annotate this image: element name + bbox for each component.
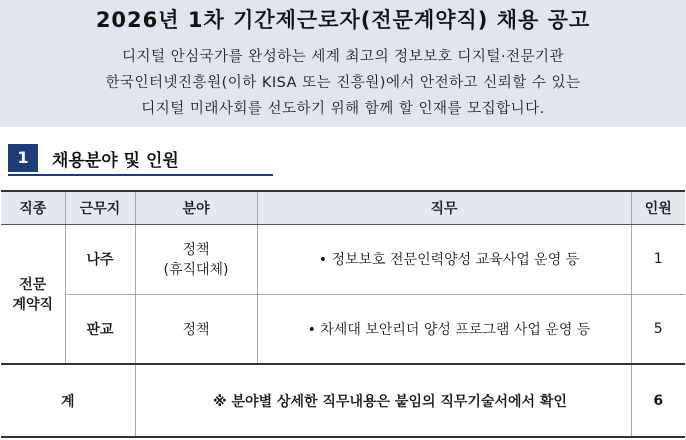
table-row — [1, 294, 685, 364]
location-cell: 나주 — [65, 224, 135, 294]
job-type-cell — [1, 224, 65, 364]
header-field: 분야 — [135, 191, 257, 224]
count-cell: 5 — [631, 294, 685, 364]
section-underline — [8, 174, 273, 176]
announcement-header — [0, 0, 686, 127]
total-note: ※ 분야별 상세한 직무내용은 붙임의 직무기술서에서 확인 — [135, 364, 631, 437]
header-duty: 직무 — [257, 191, 631, 224]
section-title: 채용분야 및 인원 — [52, 151, 179, 171]
job-type-text: 전문 계약직 — [12, 276, 54, 313]
intro-line-1: 디지털 안심국가를 완성하는 세계 최고의 정보보호 디지털·전문기관 — [122, 49, 564, 65]
field-cell — [135, 224, 257, 294]
table-header-row — [1, 191, 685, 224]
recruitment-table — [1, 190, 685, 438]
total-label: 계 — [1, 364, 135, 437]
count-cell: 1 — [631, 224, 685, 294]
field-cell — [135, 294, 257, 364]
table-row — [1, 224, 685, 294]
field-name: 정책 — [182, 321, 210, 338]
header-count: 인원 — [631, 191, 685, 224]
section-number-badge: 1 — [8, 144, 38, 172]
duty-cell: • 정보보호 전문인력양성 교육사업 운영 등 — [257, 224, 631, 294]
total-row — [1, 364, 685, 437]
header-job-type: 직종 — [1, 191, 65, 224]
field-note: (휴직대체) — [163, 262, 229, 278]
intro-line-2: 한국인터넷진흥원(이하 KISA 또는 진흥원)에서 안전하고 신뢰할 수 있는 — [105, 75, 581, 91]
header-location: 근무지 — [65, 191, 135, 224]
section-heading — [8, 144, 273, 172]
duty-cell: • 차세대 보안리더 양성 프로그램 사업 운영 등 — [257, 294, 631, 364]
total-count: 6 — [631, 364, 685, 437]
page-title: 2026년 1차 기간제근로자(전문계약직) 채용 공고 — [95, 8, 591, 32]
location-cell: 판교 — [65, 294, 135, 364]
intro-line-3: 디지털 미래사회를 선도하기 위해 함께 할 인재를 모집합니다. — [141, 101, 545, 117]
field-name: 정책 — [182, 242, 210, 258]
